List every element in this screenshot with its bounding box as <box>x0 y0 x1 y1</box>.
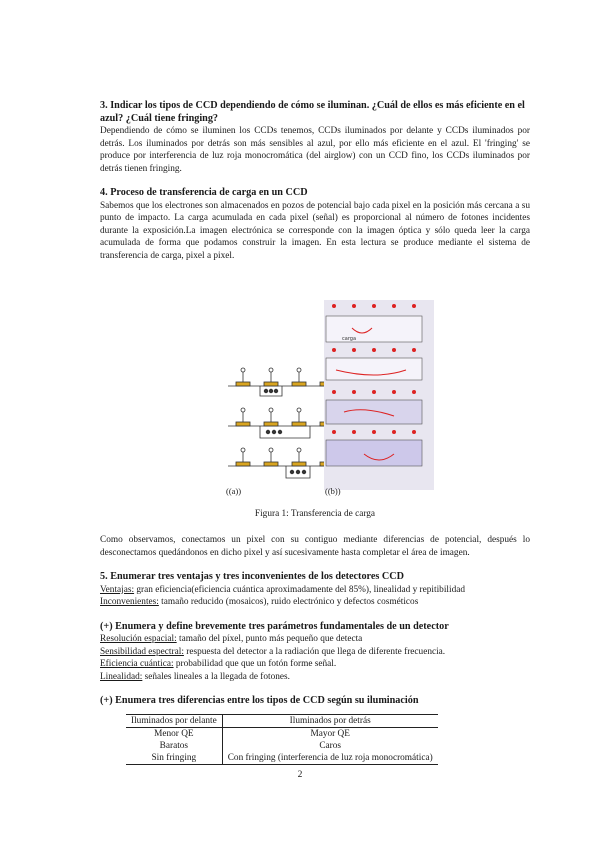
param-label: Eficiencia cuántica: <box>100 659 174 669</box>
table-cell: Con fringing (interferencia de luz roja monocromática) <box>227 752 433 763</box>
section3-body: Dependiendo de cómo se iluminen los CCDs tenemos, CCDs iluminados por delante y CCDs iluminados por detrás. Los iluminados por detrás son más sensibles al azul, por ello más eficiente en el azul. El 'fringing' se produce por interferencia de luz roja monocromática (del airglow) con un CCD fino, los CCDs iluminados por detrás tienen fringing. <box>100 126 530 174</box>
figure-b-photos <box>324 300 434 490</box>
param-text: tamaño del píxel, punto más pequeño que detecta <box>176 634 363 644</box>
section3-heading: 3. Indicar los tipos de CCD dependiendo de cómo se iluminan. ¿Cuál de ellos es más eficiente en el azul? ¿Cuál tiene fringing? <box>100 100 525 124</box>
section4-body: Sabemos que los electrones son almacenados en pozos de potencial bajo cada pixel en la posición más cercana a su punto de impacto. La carga acumulada en cada pixel (señal) es proporcional al número de fotones incidentes durante la exposición.La imagen electrónica se corresponde con la imagen óptica y sólo queda leer la carga acumulada de forma que podamos construir la imagen. En esta lectura se produce mediante el sistema de transferencia de carga, pixel a pixel. <box>100 200 530 261</box>
table-cell: Caros <box>319 740 342 751</box>
param-label: Resolución espacial: <box>100 634 177 644</box>
ventajas-line <box>100 584 530 597</box>
param-item <box>100 671 530 684</box>
table-cell: Mayor QE <box>310 728 350 739</box>
table-row <box>126 752 438 765</box>
inconvenientes-line <box>100 596 530 609</box>
page-body <box>100 100 530 765</box>
after-figure-body: Como observamos, conectamos un pixel con su contiguo mediante diferencias de potencial, después lo desconectamos quedándonos en dicho pixel y así sucesivamente hasta completar el área de imagen. <box>100 535 530 558</box>
param-item <box>100 646 530 659</box>
figure-b-label: ((b)) <box>325 486 341 496</box>
section5-heading: 5. Enumerar tres ventajas y tres inconvenientes de los detectores CCD <box>100 571 404 582</box>
table-cell: Baratos <box>126 740 222 752</box>
table-cell: Menor QE <box>126 727 222 740</box>
section4-heading: 4. Proceso de transferencia de carga en un CCD <box>100 187 308 198</box>
param-label: Linealidad: <box>100 671 143 682</box>
param-label: Sensibilidad espectral: <box>100 646 184 657</box>
param-text: probabilidad que que un fotón forme señal. <box>173 659 337 669</box>
param-item <box>100 633 530 646</box>
param-text: señales lineales a la llegada de fotones. <box>142 671 290 682</box>
ventajas-label: Ventajas: <box>100 584 135 595</box>
figure-a-label: ((a)) <box>226 486 242 496</box>
param-text: respuesta del detector a la radiación que llega de diferente frecuencia. <box>183 646 446 657</box>
figure-charge-transfer <box>100 262 530 519</box>
page-number: 2 <box>297 770 303 780</box>
table-header-row <box>126 714 438 727</box>
table-row <box>126 727 438 740</box>
section7-heading: (+) Enumera tres diferencias entre los tipos de CCD según su iluminación <box>100 695 419 706</box>
table-row <box>126 740 438 752</box>
table-cell: Sin fringing <box>126 752 222 765</box>
comparison-table <box>126 714 438 765</box>
table-header-cell: Iluminados por delante <box>126 714 222 727</box>
figure-caption: Figura 1: Transferencia de carga <box>254 509 376 519</box>
photo-label-carga: carga <box>342 336 357 342</box>
inconvenientes-text: tamaño reducido (mosaicos), ruido electrónico y defectos cosméticos <box>158 597 419 607</box>
inconvenientes-label: Inconvenientes: <box>100 597 159 607</box>
ventajas-text: gran eficiencia(eficiencia cuántica aproximadamente del 85%), linealidad y repitibilidad <box>134 584 465 595</box>
section6-heading: (+) Enumera y define brevemente tres parámetros fundamentales de un detector <box>100 620 449 632</box>
param-item <box>100 658 530 671</box>
table-header-cell: Iluminados por detrás <box>289 715 371 726</box>
